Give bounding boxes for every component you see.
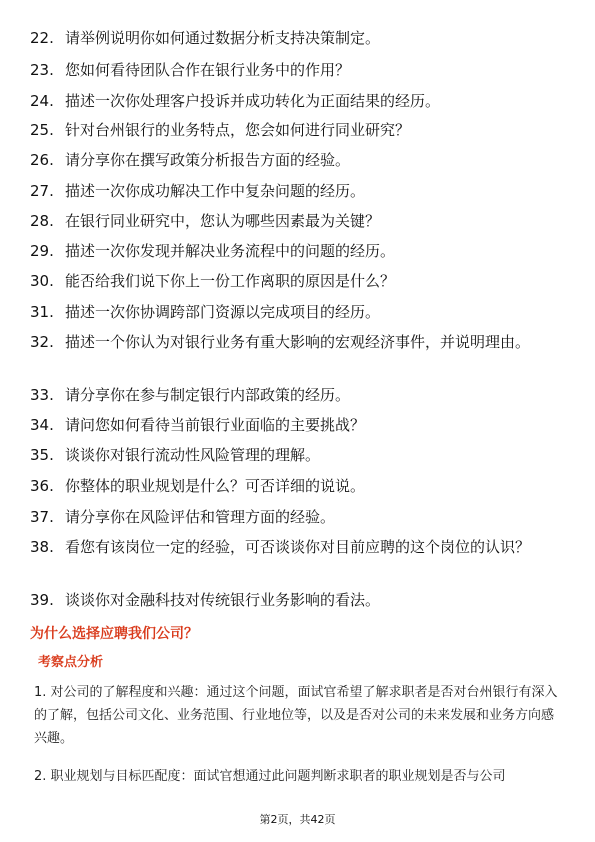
question-text: 描述一次你处理客户投诉并成功转化为正面结果的经历。 — [65, 92, 441, 110]
question-number: 35. — [30, 446, 54, 464]
question-number: 28. — [30, 212, 54, 230]
question-text: 看您有该岗位一定的经验，可否谈谈你对目前应聘的这个岗位的认识？ — [65, 538, 531, 556]
question-text: 请问您如何看待当前银行业面临的主要挑战？ — [65, 416, 366, 434]
question-number: 24. — [30, 92, 54, 110]
question-text: 谈谈你对银行流动性风险管理的理解。 — [65, 446, 321, 464]
question-text: 谈谈你对金融科技对传统银行业务影响的看法。 — [65, 591, 381, 609]
question-text: 您如何看待团队合作在银行业务中的作用？ — [65, 61, 351, 79]
question-number: 22. — [30, 29, 54, 47]
question-text: 描述一次你发现并解决业务流程中的问题的经历。 — [65, 242, 396, 260]
question-number: 38. — [30, 538, 54, 556]
question-number: 25. — [30, 121, 54, 139]
question-number: 23. — [30, 61, 54, 79]
question-number: 34. — [30, 416, 54, 434]
question-number: 36. — [30, 477, 54, 495]
question-text: 你整体的职业规划是什么？可否详细的说说。 — [65, 477, 366, 495]
question-text: 描述一次你成功解决工作中复杂问题的经历。 — [65, 182, 366, 200]
question-text: 描述一次你协调跨部门资源以完成项目的经历。 — [65, 303, 381, 321]
question-number: 26. — [30, 151, 54, 169]
question-text: 请分享你在参与制定银行内部政策的经历。 — [65, 386, 351, 404]
page-number: 第2页，共42页 — [259, 813, 336, 826]
question-text: 能否给我们说下你上一份工作离职的原因是什么？ — [65, 272, 396, 290]
question-text: 请分享你在风险评估和管理方面的经验。 — [65, 508, 336, 526]
analysis-paragraph: 2. 职业规划与目标匹配度：面试官想通过此问题判断求职者的职业规划是否与公司 — [34, 769, 506, 784]
question-number: 29. — [30, 242, 54, 260]
section-subheading: 考察点分析 — [38, 655, 104, 670]
question-number: 39. — [30, 591, 54, 609]
question-text: 针对台州银行的业务特点，您会如何进行同业研究？ — [65, 121, 411, 139]
question-number: 31. — [30, 303, 54, 321]
question-number: 32. — [30, 333, 54, 351]
question-number: 33. — [30, 386, 54, 404]
question-text: 描述一个你认为对银行业务有重大影响的宏观经济事件，并说明理由。 — [65, 333, 531, 351]
question-text: 请分享你在撰写政策分析报告方面的经验。 — [65, 151, 351, 169]
question-number: 30. — [30, 272, 54, 290]
section-heading: 为什么选择应聘我们公司？ — [30, 626, 198, 642]
analysis-paragraph: 1. 对公司的了解程度和兴趣：通过这个问题，面试官希望了解求职者是否对台州银行有深入的了解，包括公司文化、业务范围、行业地位等，以及是否对公司的未来发展和业务方向感兴趣。 — [34, 685, 558, 746]
question-number: 37. — [30, 508, 54, 526]
question-number: 27. — [30, 182, 54, 200]
question-text: 请举例说明你如何通过数据分析支持决策制定。 — [65, 29, 381, 47]
question-text: 在银行同业研究中，您认为哪些因素最为关键？ — [65, 212, 381, 230]
